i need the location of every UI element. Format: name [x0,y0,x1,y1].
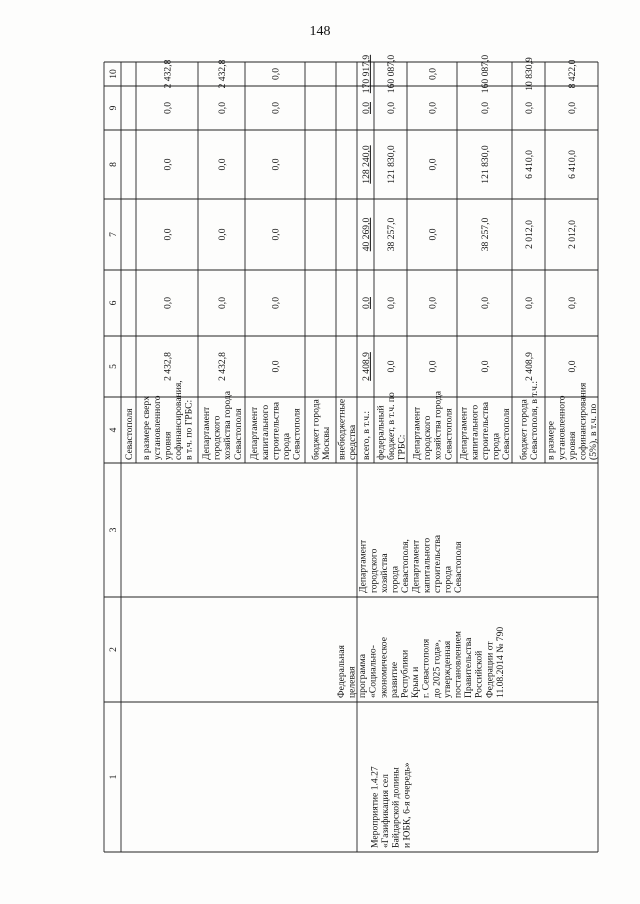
column-header-2-line: 2 [107,647,119,652]
executors [358,534,464,593]
value-c6-row-3-line: 0,0 [270,297,282,309]
executors-line: строительства [431,534,443,593]
column-header-4 [108,427,119,432]
value-c5-row-10 [524,352,535,381]
value-c5-row-11-line: 0,0 [566,360,578,373]
funding-source-2-line: городского [211,415,223,460]
funding-source-11-line: софинансирования [577,382,589,460]
value-c8-row-6 [361,145,372,184]
value-c7-row-2 [217,228,228,240]
value-c9-row-6 [361,102,372,114]
value-c5-row-9-line: 0,0 [479,360,491,373]
value-c5-row-7 [386,360,397,372]
column-header-5-line: 5 [107,364,119,369]
funding-source-8-line: хозяйства города [432,390,444,460]
measure-name-line: Байдарской долины [390,767,402,848]
program-name-line: Республики [399,649,411,698]
funding-source-3-line: Департамент [249,406,261,460]
page-number: 148 [309,24,331,39]
value-c9-row-11 [567,102,578,114]
value-c5-row-8 [427,360,438,372]
column-header-3-line: 3 [107,527,119,533]
value-c8-row-3 [270,158,281,170]
column-header-8-line: 8 [107,162,119,167]
measure-name-line: «Газификация сел [380,774,392,848]
value-c9-row-11-line: 0,0 [566,102,578,114]
column-header-4-line: 4 [107,427,119,433]
funding-source-9-line: Севастополя [501,408,513,460]
funding-source-3 [249,401,302,460]
value-c5-row-8-line: 0,0 [427,360,439,373]
program-name-line: Правительства [463,637,475,698]
funding-source-6 [361,411,372,460]
funding-source-8-line: Севастополя [443,408,455,460]
value-c10-row-9-line: 160 087,0 [479,54,491,94]
value-c5-row-1-line: 2 432,8 [162,352,174,381]
column-header-3 [108,527,119,532]
value-c6-row-10-line: 0,0 [523,297,535,309]
column-header-10-line: 10 [107,69,119,79]
value-c9-row-10-line: 0,0 [523,102,535,114]
column-header-6 [108,300,119,305]
value-c8-row-11 [567,150,578,179]
funding-source-5 [337,399,359,460]
funding-source-8 [412,390,455,460]
value-c7-row-2-line: 0,0 [216,228,228,241]
value-c9-row-3 [270,102,281,114]
funding-source-9-line: строительства [479,401,491,460]
funding-source-9-line: капитального [469,404,481,460]
value-c9-row-7 [386,102,397,114]
value-c5-row-7-line: 0,0 [385,360,397,373]
value-c10-row-8 [427,68,438,80]
value-c6-row-6 [361,297,372,309]
value-c5-row-10-line: 2 408,9 [523,352,535,381]
value-c8-row-10 [524,150,535,179]
program-name-line: 11.08.2014 № 790 [494,626,506,698]
value-c9-row-9-line: 0,0 [479,102,491,114]
value-c10-row-3 [270,68,281,80]
program-name-line: постановлением [452,631,464,698]
executors-line: города [442,566,454,593]
funding-source-1-line: уровня [162,431,174,460]
value-c8-row-1 [162,158,173,170]
column-header-2 [108,647,119,652]
funding-source-1-line: в размере сверх [141,395,153,460]
value-c7-row-6-line: 40 269,0 [360,217,372,252]
program-name [336,627,506,698]
funding-source-7 [375,392,407,460]
value-c7-row-7-line: 38 257,0 [385,217,397,252]
value-c6-row-2-line: 0,0 [216,297,228,309]
funding-source-9-line: Департамент [458,406,470,460]
funding-source-5-line: средства [347,424,359,460]
measure-name-line: и ЮБК, 6-я очередь» [401,762,413,848]
value-c5-row-1 [162,352,173,381]
value-c7-row-6 [361,218,372,252]
column-header-1 [108,774,119,779]
value-c7-row-1 [162,228,173,240]
value-c8-row-2 [217,158,228,170]
value-c5-row-3 [270,360,281,372]
program-name-line: развитие [388,661,400,698]
executors-line: Департамент [357,539,369,593]
value-c9-row-1 [162,102,173,114]
value-c6-row-1-line: 0,0 [162,297,174,309]
value-c7-row-11 [567,220,578,249]
value-c6-row-8-line: 0,0 [427,297,439,309]
value-c6-row-11 [567,297,578,309]
funding-source-11-line: установленного [556,395,568,460]
value-c10-row-2 [217,59,228,88]
column-header-9 [108,105,119,110]
value-c9-row-6-line: 0,0 [360,102,372,114]
funding-source-1-line: в т.ч. по ГРБС: [183,399,195,460]
value-c8-row-9 [480,145,491,184]
value-c8-row-2-line: 0,0 [216,158,228,171]
value-c7-row-3 [270,228,281,240]
executors-line: капитального [421,537,433,593]
column-header-10 [108,69,119,79]
program-name-line: до 2025 года», [431,639,443,698]
column-header-8 [108,162,119,167]
funding-source-3-line: города [281,433,292,460]
funding-source-4-line: Москвы [321,426,333,460]
column-header-6-line: 6 [107,300,119,306]
value-c6-row-6-line: 0,0 [360,297,372,309]
value-c9-row-1-line: 0,0 [162,102,174,114]
column-header-7-line: 7 [107,232,119,237]
value-c10-row-11 [567,59,578,88]
value-c8-row-9-line: 121 830,0 [479,145,491,184]
value-c7-row-3-line: 0,0 [270,228,282,241]
executors-line: Департамент [410,539,422,593]
funding-source-10-line: бюджет города [518,399,530,460]
program-name-line: утвержденная [441,640,453,698]
value-c5-row-9 [480,360,491,372]
program-name-line: г. Севастополя [420,638,432,698]
value-c9-row-3-line: 0,0 [270,102,282,114]
funding-source-4-line: бюджет города [310,399,322,460]
value-c6-row-1 [162,297,173,309]
value-c7-row-10 [524,220,535,249]
program-name-line: программа [357,653,369,698]
column-header-7 [108,232,119,237]
value-c7-row-8-line: 0,0 [427,228,439,241]
funding-source-11-line: уровня [566,431,578,460]
measure-name [370,762,413,848]
executors-line: хозяйства [378,553,390,593]
funding-source-0 [124,408,135,460]
funding-source-3-line: строительства [270,401,282,460]
value-c8-row-8 [427,158,438,170]
program-name-line: Российской [473,650,485,698]
executors-line: городского [368,548,380,593]
program-name-line: «Социально- [367,645,379,698]
funding-source-3-line: капитального [259,404,271,460]
executors-line: Севастополя [453,541,465,593]
funding-source-10-line: Севастополя, в т.ч.: [529,380,541,460]
funding-source-0-line: Севастополя [123,408,135,460]
value-c9-row-7-line: 0,0 [385,102,397,114]
value-c7-row-1-line: 0,0 [162,228,174,241]
value-c9-row-9 [480,102,491,114]
funding-source-11 [546,382,599,460]
funding-source-2-line: хозяйства города [222,390,234,460]
funding-source-2-line: Департамент [201,406,212,460]
funding-source-5-line: внебюджетные [336,398,348,460]
value-c8-row-10-line: 6 410,0 [523,150,535,179]
program-name-line: экономическое [378,637,390,698]
value-c6-row-9-line: 0,0 [479,297,491,309]
program-name-line: Федерации от [484,641,496,698]
value-c5-row-3-line: 0,0 [270,360,282,373]
program-name-line: Крым и [410,666,422,698]
value-c10-row-10-line: 10 830,9 [523,57,535,91]
funding-source-8-line: Департамент [411,406,423,460]
value-c10-row-1-line: 2 432,8 [162,59,174,89]
value-c6-row-11-line: 0,0 [566,297,578,309]
column-header-9-line: 9 [107,105,119,111]
value-c5-row-6-line: 2 408,9 [360,352,372,381]
funding-source-10 [519,381,541,460]
value-c8-row-3-line: 0,0 [270,158,282,171]
value-c9-row-10 [524,102,535,114]
measure-name-line: Мероприятие 1.4.27 [369,766,381,848]
value-c9-row-8 [427,102,438,114]
value-c10-row-2-line: 2 432,8 [216,59,228,89]
value-c9-row-8-line: 0,0 [427,102,439,114]
value-c10-row-7-line: 160 087,0 [385,54,397,94]
executors-line: города [389,566,401,593]
funding-source-4 [311,399,333,460]
value-c9-row-2 [217,102,228,114]
value-c5-row-6 [361,352,372,381]
value-c7-row-10-line: 2 012,0 [523,220,535,249]
value-c7-row-9-line: 38 257,0 [479,217,491,252]
value-c6-row-9 [480,297,491,309]
value-c10-row-6 [361,55,372,94]
value-c8-row-11-line: 6 410,0 [566,150,578,179]
value-c9-row-2-line: 0,0 [216,102,228,114]
value-c8-row-7 [386,145,397,184]
value-c8-row-6-line: 128 240,0 [360,145,372,184]
program-name-line: Федеральная [335,645,347,698]
funding-source-9-line: города [490,433,502,460]
value-c5-row-2-line: 2 432,8 [216,352,228,381]
value-c10-row-1 [162,59,173,88]
funding-source-7-line: бюджет, в т.ч. по [385,392,397,460]
value-c6-row-8 [427,297,438,309]
executors-line: Севастополя, [400,539,412,593]
value-c10-row-11-line: 8 422,0 [566,59,578,89]
value-c10-row-7 [386,55,397,94]
funding-source-11-line: (5%), в т.ч. по [588,403,600,460]
value-c6-row-7 [386,297,397,309]
value-c10-row-10 [524,57,535,91]
value-c5-row-11 [567,360,578,372]
value-c8-row-8-line: 0,0 [427,158,439,171]
funding-source-9 [459,401,512,460]
funding-source-11-line: в размере [545,420,557,460]
value-c8-row-1-line: 0,0 [162,158,174,171]
funding-source-2-line: Севастополя [232,408,244,460]
funding-source-1-line: софинансирования, [173,380,184,460]
funding-source-7-line: федеральный [375,405,387,460]
funding-source-8-line: городского [422,415,434,460]
value-c6-row-7-line: 0,0 [385,297,397,309]
value-c8-row-7-line: 121 830,0 [385,145,397,184]
value-c5-row-2 [217,352,228,381]
value-c7-row-9 [480,218,491,252]
funding-source-6-line: всего, в т.ч.: [360,410,372,460]
funding-source-1 [141,380,194,460]
funding-source-3-line: Севастополя [291,408,303,460]
value-c10-row-6-line: 170 917,9 [360,54,372,94]
funding-source-1-line: установленного [151,395,163,460]
value-c6-row-3 [270,297,281,309]
funding-source-7-line: ГРБС: [396,434,408,460]
value-c10-row-3-line: 0,0 [270,68,282,80]
value-c7-row-7 [386,218,397,252]
value-c10-row-8-line: 0,0 [427,68,439,80]
value-c6-row-10 [524,297,535,309]
column-header-1-line: 1 [107,774,119,780]
value-c6-row-2 [217,297,228,309]
value-c7-row-8 [427,228,438,240]
column-header-5 [108,364,119,369]
funding-source-2 [201,390,244,460]
value-c7-row-11-line: 2 012,0 [566,220,578,249]
value-c10-row-9 [480,55,491,94]
program-name-line: целевая [346,666,358,698]
